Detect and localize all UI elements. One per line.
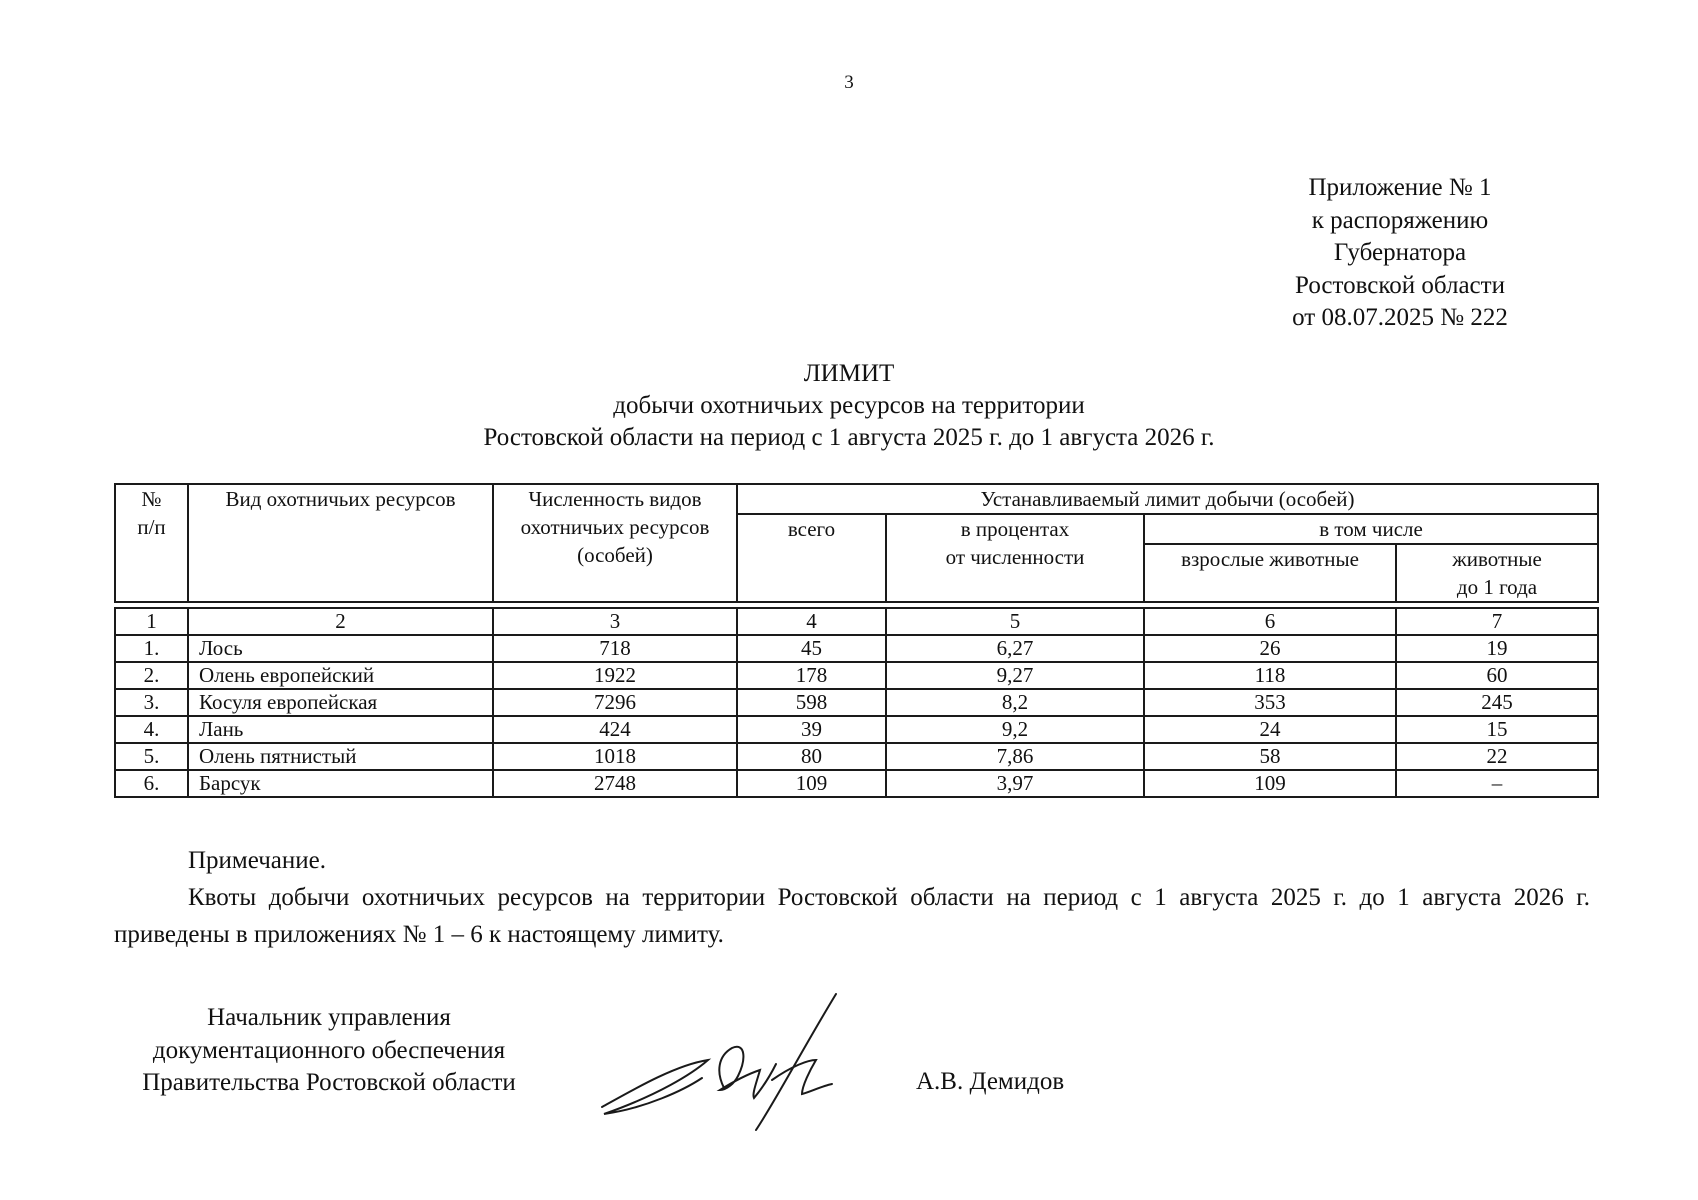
- cell-population: 7296: [493, 689, 737, 716]
- cell-young: 15: [1396, 716, 1598, 743]
- title-line-2: Ростовской области на период с 1 августа 2025 г. до 1 августа 2026 г.: [483, 424, 1215, 451]
- signer-name: А.В. Демидов: [916, 1068, 1065, 1095]
- cell-young: 22: [1396, 743, 1598, 770]
- column-number: 2: [188, 608, 493, 635]
- table-row: [115, 743, 1598, 770]
- cell-percent: 7,86: [886, 743, 1144, 770]
- page-number: 3: [844, 72, 854, 93]
- cell-species: Косуля европейская: [188, 689, 493, 716]
- title-line-1: добычи охотничьих ресурсов на территории: [613, 392, 1085, 419]
- note-heading: Примечание.: [188, 847, 327, 874]
- cell-population: 2748: [493, 770, 737, 797]
- column-number: 4: [737, 608, 886, 635]
- cell-population: 1018: [493, 743, 737, 770]
- cell-percent: 3,97: [886, 770, 1144, 797]
- header-including: в том числе: [1144, 514, 1598, 544]
- handwritten-signature: [596, 990, 896, 1150]
- appendix-line: к распоряжению: [1311, 206, 1489, 234]
- cell-population: 424: [493, 716, 737, 743]
- cell-adults: 26: [1144, 635, 1396, 662]
- table-row: [115, 635, 1598, 662]
- appendix-line: Ростовской области: [1295, 271, 1505, 299]
- appendix-line: Приложение № 1: [1308, 174, 1492, 201]
- cell-total: 45: [737, 635, 886, 662]
- cell-num: 2.: [115, 662, 188, 689]
- cell-num: 1.: [115, 635, 188, 662]
- cell-adults: 109: [1144, 770, 1396, 797]
- cell-total: 598: [737, 689, 886, 716]
- appendix-line: Губернатора: [1333, 239, 1467, 266]
- cell-young: 60: [1396, 662, 1598, 689]
- table-row: [115, 716, 1598, 743]
- cell-species: Барсук: [188, 770, 493, 797]
- title-heading: ЛИМИТ: [803, 360, 895, 387]
- cell-population: 718: [493, 635, 737, 662]
- header-num: № п/п: [115, 484, 188, 602]
- header-adults: взрослые животные: [1144, 544, 1396, 602]
- note-text: Квоты добычи охотничьих ресурсов на территории Ростовской области на период с 1 августа 2025 г. до 1 августа 2026 г. приведены в приложениях № 1 – 6 к настоящему лимиту.: [114, 884, 1590, 948]
- header-percent: в процентах от численности: [886, 514, 1144, 602]
- cell-percent: 9,27: [886, 662, 1144, 689]
- limits-table: [114, 483, 1599, 798]
- cell-young: 19: [1396, 635, 1598, 662]
- cell-species: Олень пятнистый: [188, 743, 493, 770]
- signer-position-line: документационного обеспечения: [152, 1036, 506, 1064]
- signer-position: [114, 1002, 544, 1100]
- cell-adults: 24: [1144, 716, 1396, 743]
- cell-total: 178: [737, 662, 886, 689]
- appendix-reference: [1230, 172, 1570, 335]
- cell-num: 3.: [115, 689, 188, 716]
- table-row: [115, 770, 1598, 797]
- column-number-row: [115, 608, 1598, 635]
- cell-total: 109: [737, 770, 886, 797]
- cell-population: 1922: [493, 662, 737, 689]
- cell-young: –: [1396, 770, 1598, 797]
- header-limit-group: Устанавливаемый лимит добычи (особей): [737, 484, 1598, 514]
- cell-total: 80: [737, 743, 886, 770]
- cell-percent: 8,2: [886, 689, 1144, 716]
- cell-species: Лань: [188, 716, 493, 743]
- note-section: [114, 842, 1590, 953]
- cell-young: 245: [1396, 689, 1598, 716]
- signer-position-line: Правительства Ростовской области: [142, 1069, 516, 1096]
- cell-num: 5.: [115, 743, 188, 770]
- column-number: 7: [1396, 608, 1598, 635]
- header-young: животные до 1 года: [1396, 544, 1598, 602]
- cell-adults: 58: [1144, 743, 1396, 770]
- cell-percent: 9,2: [886, 716, 1144, 743]
- header-species: Вид охотничьих ресурсов: [188, 484, 493, 602]
- cell-species: Олень европейский: [188, 662, 493, 689]
- header-total: всего: [737, 514, 886, 602]
- cell-adults: 118: [1144, 662, 1396, 689]
- cell-num: 6.: [115, 770, 188, 797]
- column-number: 5: [886, 608, 1144, 635]
- signer-position-line: Начальник управления: [207, 1004, 451, 1031]
- document-title: [0, 358, 1698, 454]
- table-row: [115, 689, 1598, 716]
- cell-percent: 6,27: [886, 635, 1144, 662]
- appendix-line: от 08.07.2025 № 222: [1292, 304, 1508, 331]
- column-number: 1: [115, 608, 188, 635]
- cell-adults: 353: [1144, 689, 1396, 716]
- cell-num: 4.: [115, 716, 188, 743]
- column-number: 6: [1144, 608, 1396, 635]
- header-population: Численность видов охотничьих ресурсов (особей): [493, 484, 737, 602]
- table-row: [115, 662, 1598, 689]
- cell-species: Лось: [188, 635, 493, 662]
- cell-total: 39: [737, 716, 886, 743]
- column-number: 3: [493, 608, 737, 635]
